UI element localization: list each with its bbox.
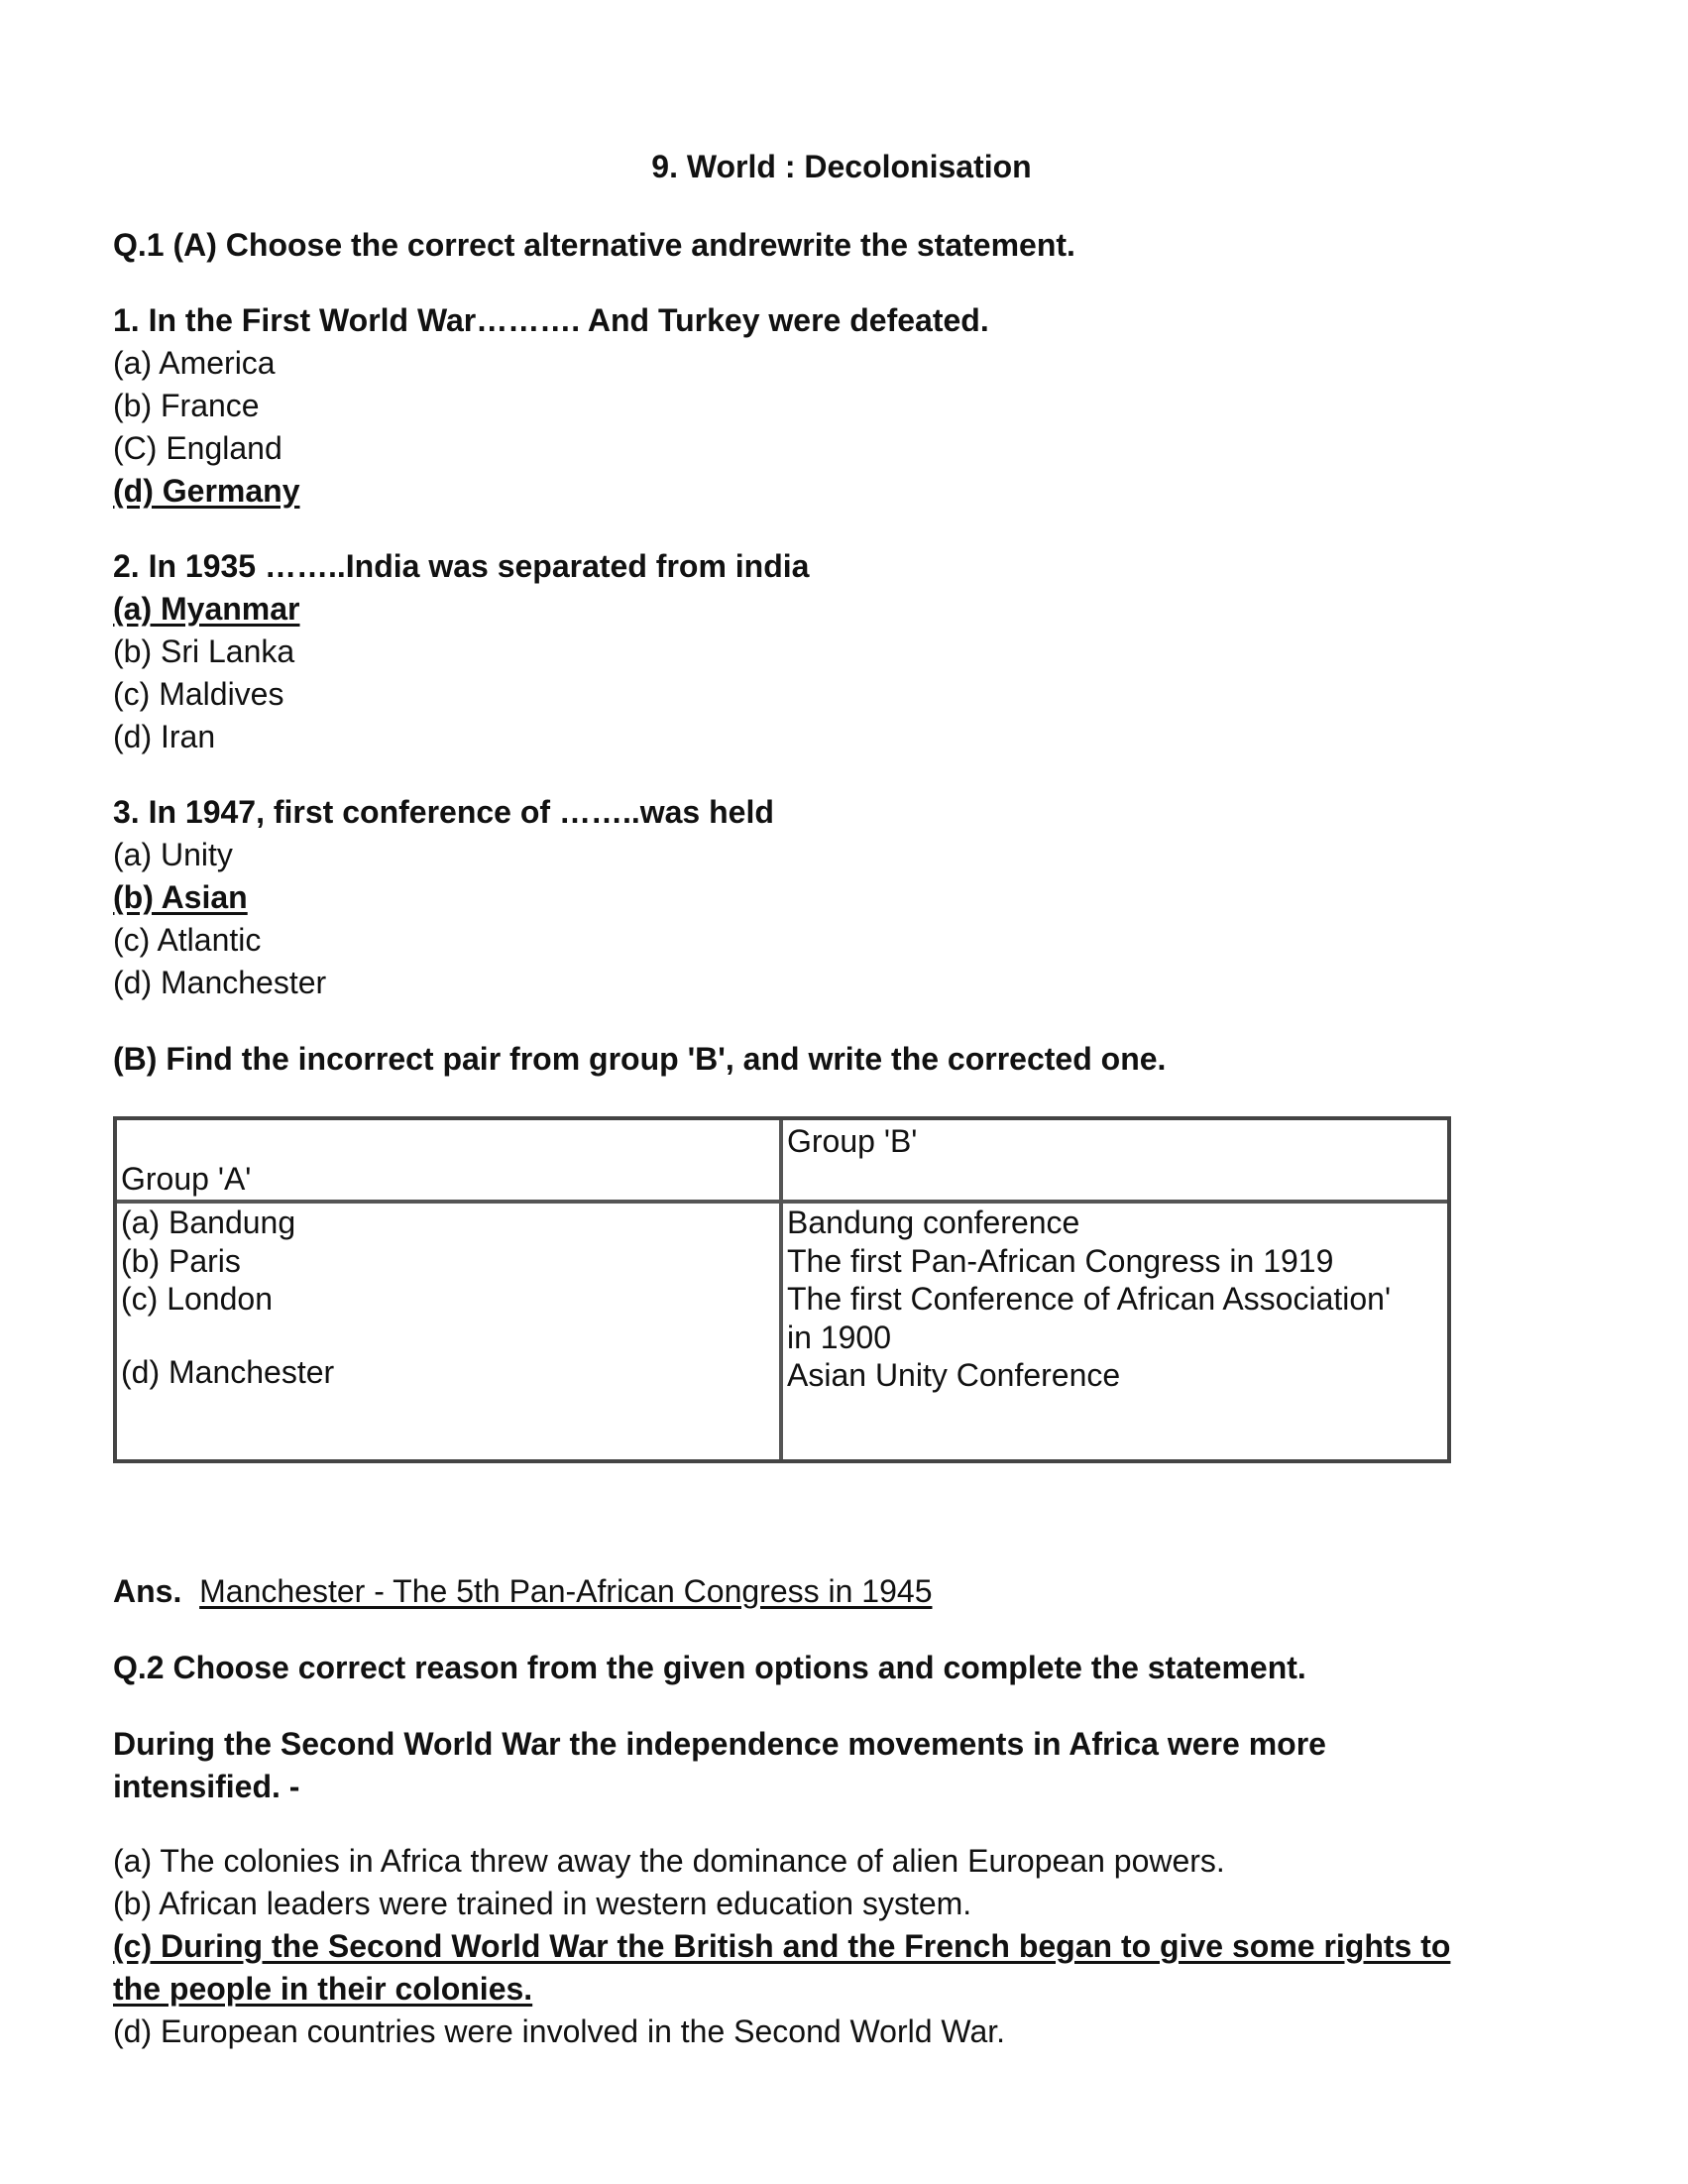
group-a-item: (d) Manchester [121,1353,335,1390]
question-3-text: 3. In 1947, first conference of ……..was held [113,794,774,830]
question-1-option-a: (a) America [113,345,276,381]
q2-statement-line-1: During the Second World War the independence movements in Africa were more [113,1726,1326,1762]
q1b-answer [113,1570,932,1613]
answer-label: Ans. [113,1573,182,1609]
q2-option-d: (d) European countries were involved in the Second World War. [113,2013,1006,2049]
answer-text: Manchester - The 5th Pan-African Congress in 1945 [199,1573,933,1609]
question-1-option-d-correct: (d) Germany [113,473,300,509]
q1-heading: Q.1 (A) Choose the correct alternative andrewrite the statement. [113,227,1075,263]
question-3 [113,791,774,1004]
question-2-option-d: (d) Iran [113,719,216,754]
table-column-group-a [117,1120,783,1459]
question-2-option-a-correct: (a) Myanmar [113,591,300,627]
question-1-text: 1. In the First World War………. And Turkey were defeated. [113,302,989,338]
question-2-option-c: (c) Maldives [113,676,284,712]
q1b-heading: (B) Find the incorrect pair from group 'B', and write the corrected one. [113,1041,1167,1077]
group-b-item: The first Pan-African Congress in 1919 [787,1242,1334,1279]
question-3-option-c: (c) Atlantic [113,922,262,958]
question-3-option-b-correct: (b) Asian [113,879,248,915]
question-1-option-b: (b) France [113,388,260,423]
table-header-group-b: Group 'B' [787,1123,918,1159]
q2-statement [113,1723,1326,1808]
q2-options [113,1840,1450,2053]
match-table [113,1116,1451,1463]
question-1-option-c: (C) England [113,430,282,466]
group-b-item: Bandung conference [787,1205,1080,1240]
q2-option-c-correct-line-2: the people in their colonies. [113,1971,533,2007]
table-header-group-a: Group 'A' [121,1161,252,1197]
group-b-item: Asian Unity Conference [787,1357,1121,1393]
q2-option-a: (a) The colonies in Africa threw away the dominance of alien European powers. [113,1843,1225,1879]
group-b-item: The first Conference of African Association' [787,1281,1392,1317]
group-b-list [787,1204,1391,1395]
q2-heading: Q.2 Choose correct reason from the given options and complete the statement. [113,1650,1306,1685]
group-a-item: (a) Bandung [121,1205,296,1240]
group-a-list [121,1204,334,1391]
page-title: 9. World : Decolonisation [651,149,1032,184]
group-a-item: (b) Paris [121,1242,241,1279]
question-2 [113,545,809,758]
group-b-item: in 1900 [787,1319,891,1355]
question-2-option-b: (b) Sri Lanka [113,633,295,669]
question-2-text: 2. In 1935 ……..India was separated from india [113,548,810,584]
table-column-group-b [783,1120,1447,1459]
question-3-option-a: (a) Unity [113,837,233,872]
question-3-option-d: (d) Manchester [113,965,327,1000]
group-a-item: (c) London [121,1281,273,1317]
question-1 [113,299,989,513]
q2-statement-line-2: intensified. - [113,1769,300,1804]
q2-option-b: (b) African leaders were trained in western education system. [113,1886,972,1921]
q2-option-c-correct-line-1: (c) During the Second World War the British and the French began to give some rights to [113,1928,1451,1964]
